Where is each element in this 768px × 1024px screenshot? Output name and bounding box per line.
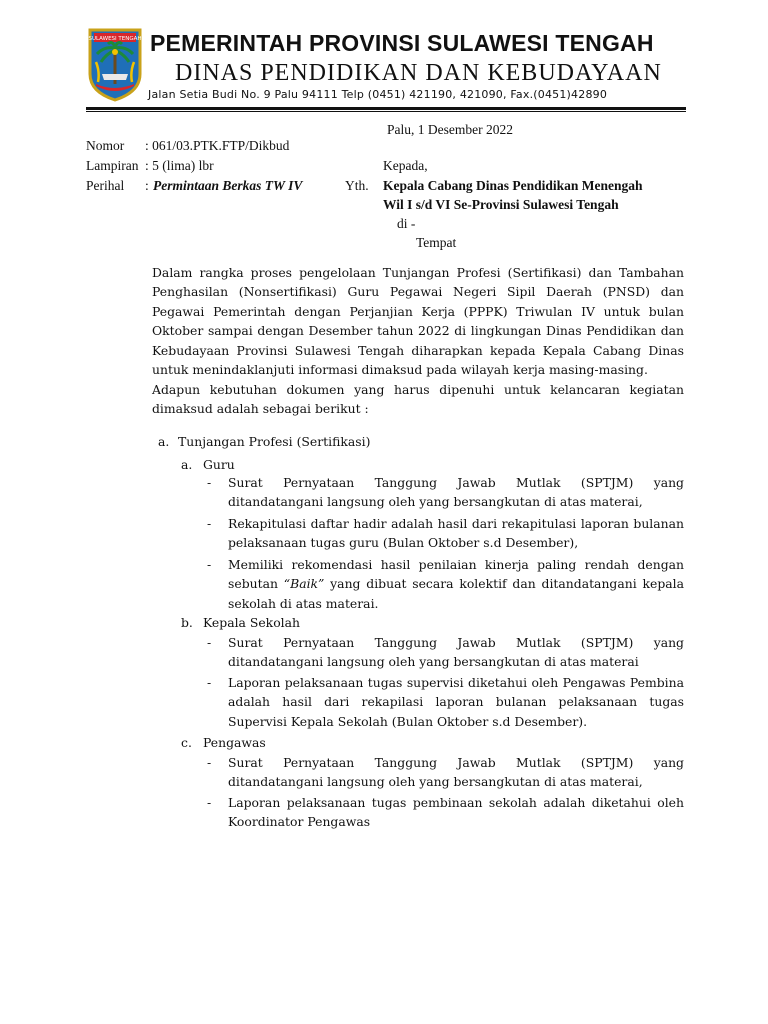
crest-label: SULAWESI TENGAH <box>88 36 142 42</box>
bullet-dash: - <box>207 635 212 650</box>
header-rule-thick <box>86 107 686 110</box>
section-a-title: Tunjangan Profesi (Sertifikasi) <box>178 434 371 449</box>
list-item: Surat Pernyataan Tanggung Jawab Mutlak (SPTJM) yang ditandatangani langsung oleh yang bersangkutan di atas materai, <box>228 755 684 790</box>
nomor-value: : 061/03.PTK.FTP/Dikbud <box>145 138 290 153</box>
government-title: PEMERINTAH PROVINSI SULAWESI TENGAH <box>150 30 654 56</box>
list-item: Laporan pelaksanaan tugas supervisi diketahui oleh Pengawas Pembina adalah hasil dari rekapilasi laporan bulanan pelaksanaan tugas Supervisi Kepala Sekolah (Bulan Oktober s.d Desember). <box>228 675 684 729</box>
rating-baik: “Baik” <box>283 576 325 592</box>
list-item-text-rest: yang dibuat secara kolektif dan ditandatangani kepala sekolah di atas materai. <box>228 576 684 611</box>
place-date: Palu, 1 Desember 2022 <box>387 122 513 137</box>
bullet-dash: - <box>207 475 212 490</box>
agency-address: Jalan Setia Budi No. 9 Palu 94111 Telp (0451) 421190, 421090, Fax.(0451)42890 <box>148 88 608 101</box>
recipient-tempat: Tempat <box>416 235 457 250</box>
lampiran-label: Lampiran <box>86 158 139 173</box>
bullet-dash: - <box>207 795 212 810</box>
recipient-line2: Wil I s/d VI Se-Provinsi Sulawesi Tengah <box>383 197 619 212</box>
group-pengawas-marker: c. <box>181 735 192 750</box>
group-guru-title: Guru <box>203 457 235 472</box>
bullet-dash: - <box>207 675 212 690</box>
nomor-label: Nomor <box>86 138 125 153</box>
recipient-di: di - <box>397 216 416 231</box>
recipient-yth: Yth. <box>345 178 369 193</box>
list-item: Surat Pernyataan Tanggung Jawab Mutlak (SPTJM) yang ditandatangani langsung oleh yang bersangkutan di atas materai <box>228 635 684 670</box>
list-item: Surat Pernyataan Tanggung Jawab Mutlak (SPTJM) yang ditandatangani langsung oleh yang bersangkutan di atas materai, <box>228 475 684 510</box>
group-guru-marker: a. <box>181 457 193 472</box>
body-paragraph-1: Dalam rangka proses pengelolaan Tunjangan Profesi (Sertifikasi) dan Tambahan Penghasilan (Nonsertifikasi) Guru Pegawai Negeri Sipil Daerah (PNSD) dan Pegawai Pemerintah dengan Perjanjian Kerja (PPPK) Triwulan IV untuk bulan Oktober sampai dengan Desember tahun 2022 di lingkungan Dinas Pendidikan dan Kebudayaan Provinsi Sulawesi Tengah diharapkan kepada Kepala Cabang Dinas untuk menindaklanjuti informasi dimaksud pada wilayah kerja masing-masing. <box>152 265 684 378</box>
group-pengawas-title: Pengawas <box>203 735 266 750</box>
header-rule-thin <box>86 111 686 112</box>
group-kepsek-title: Kepala Sekolah <box>203 615 300 630</box>
section-a-marker: a. <box>158 434 170 449</box>
lampiran-value: : 5 (lima) lbr <box>145 158 214 173</box>
list-item: Rekapitulasi daftar hadir adalah hasil dari rekapitulasi laporan bulanan pelaksanaan tugas guru (Bulan Oktober s.d Desember), <box>228 516 684 551</box>
recipient-kepada: Kepada, <box>383 158 428 173</box>
perihal-colon: : <box>145 178 149 193</box>
bullet-dash: - <box>207 755 212 770</box>
list-item-text: Memiliki rekomendasi hasil penilaian kinerja paling rendah dengan sebutan <box>228 557 684 592</box>
body-paragraph-2: Adapun kebutuhan dokumen yang harus dipenuhi untuk kelancaran kegiatan dimaksud adalah sebagai berikut : <box>152 382 684 417</box>
list-item: Laporan pelaksanaan tugas pembinaan sekolah adalah diketahui oleh Koordinator Pengawas <box>228 795 684 830</box>
recipient-line1: Kepala Cabang Dinas Pendidikan Menengah <box>383 178 643 193</box>
perihal-value: Permintaan Berkas TW IV <box>153 178 303 193</box>
group-kepsek-marker: b. <box>181 615 193 630</box>
agency-title: DINAS PENDIDIKAN DAN KEBUDAYAAN <box>175 60 662 86</box>
bullet-dash: - <box>207 516 212 531</box>
provincial-crest-icon <box>86 26 144 102</box>
bullet-dash: - <box>207 557 212 572</box>
list-item <box>228 555 684 613</box>
perihal-label: Perihal <box>86 178 125 193</box>
